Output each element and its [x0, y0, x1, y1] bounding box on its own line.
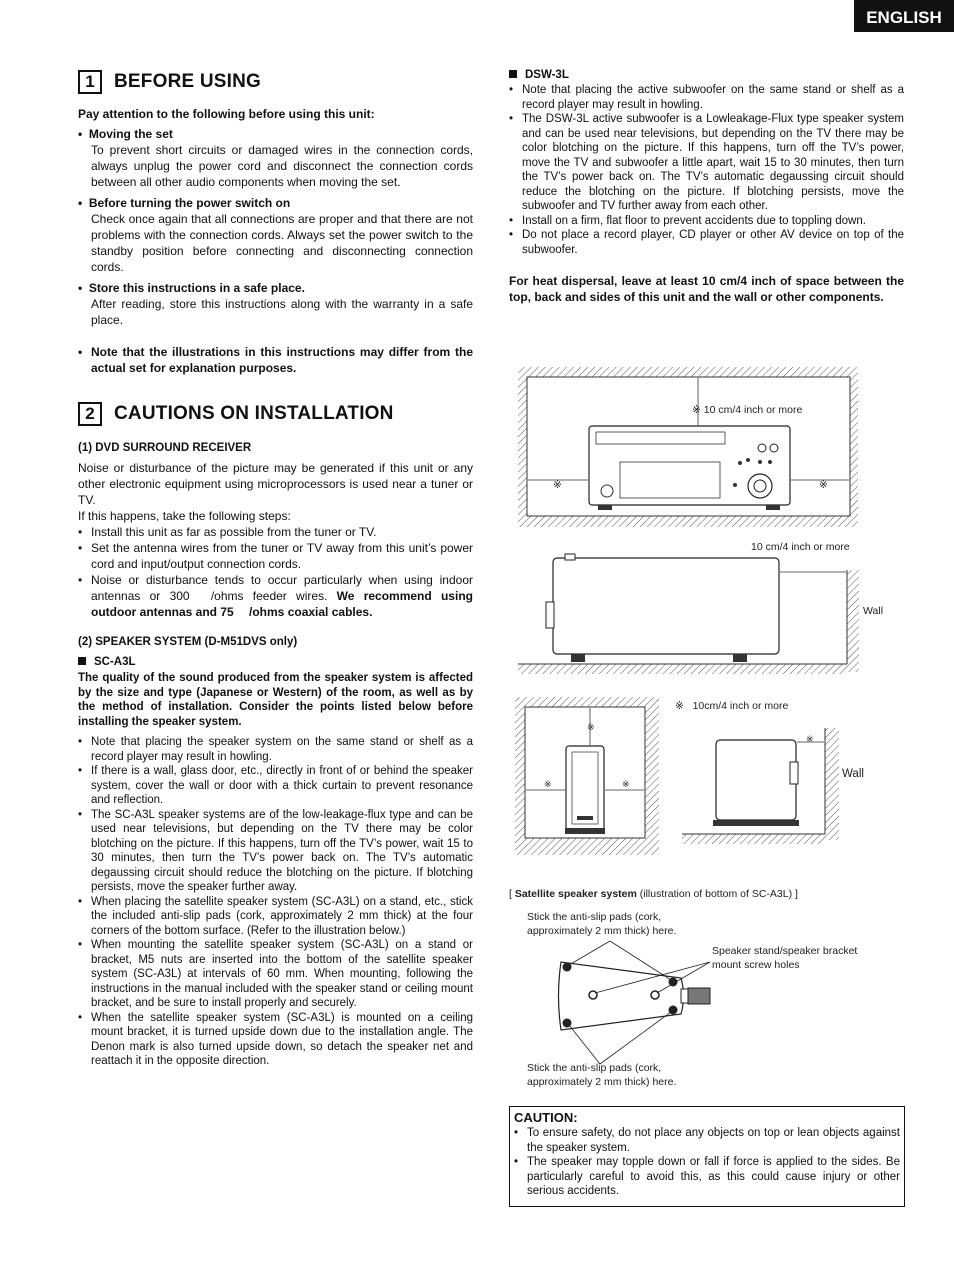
- item-body: After reading, store this instructions along with the warranty in a safe place.: [91, 297, 473, 327]
- note-text: • Note that the illustrations in this instructions may differ from the actual set for explanation purposes.: [78, 344, 473, 376]
- list-item: • Do not place a record player, CD player or other AV device on top of the subwoofer.: [509, 228, 904, 257]
- item-body: Check once again that all connections are proper and that there are not problems with the connection cords. Always set the power switch to the standby position before connecting and disconnecting connection cords.: [91, 212, 473, 274]
- receiver-side: [553, 558, 779, 654]
- list-item: • To ensure safety, do not place any objects on top or lean objects against the speaker system.: [514, 1126, 900, 1155]
- caution-list: [514, 1126, 900, 1199]
- item-heading: Store this instructions in a safe place.: [88, 281, 305, 295]
- item-body: To prevent short circuits or damaged wires in the connection cords, always unplug the power cord and disconnect the connection cords between all other audio components when moving the set.: [91, 143, 473, 189]
- item-heading: Moving the set: [88, 127, 173, 141]
- subwoofer-front-diagram: [515, 697, 659, 855]
- subwoofer-side: [716, 740, 796, 820]
- anti-slip-pad: [563, 963, 572, 972]
- list-item: • The speaker may topple down or fall if force is applied to the sides. Be particularly careful to avoid this, as this could cause injury or other serious accidents.: [514, 1155, 900, 1199]
- screw-hole: [589, 991, 597, 999]
- model-heading: DSW-3L: [509, 67, 904, 83]
- clearance-legend: ※ 10cm/4 inch or more: [675, 700, 789, 712]
- caution-box: [509, 1106, 905, 1207]
- language-tab: ENGLISH: [854, 0, 954, 32]
- section-number: 2: [78, 402, 102, 426]
- subwoofer-side-diagram: [682, 728, 839, 844]
- receiver-unit: [589, 426, 790, 505]
- item-heading: Before turning the power switch on: [88, 196, 291, 210]
- caution-title: CAUTION:: [514, 1110, 578, 1125]
- model-heading: SC-A3L: [78, 654, 473, 670]
- list-item: • If there is a wall, glass door, etc., directly in front of or behind the speaker system, cover the wall or door with a thick curtain to prevent resonance and reflection.: [78, 764, 473, 808]
- list-item: • Install this unit as far as possible from the tuner or TV.: [78, 524, 473, 540]
- subwoofer-wall-label: Wall: [842, 768, 864, 780]
- side-view-diagram: [518, 554, 859, 674]
- item-store: • Store this instructions in a safe place. After reading, store this instructions along with the warranty in a safe place.: [78, 281, 473, 327]
- item-power-switch: • Before turning the power switch on Check once again that all connections are proper and that there are not problems with the connection cords. Always set the power switch to the standby position before connecting and disconnecting connection cords.: [78, 196, 473, 274]
- speaker-bottom-caption: [ Satellite speaker system (illustration of bottom of SC-A3L) ]: [509, 888, 798, 900]
- clearance-mark: ※: [587, 722, 595, 732]
- side-wall-label: Wall: [863, 605, 884, 617]
- clearance-mark: ※: [622, 779, 630, 789]
- list-item: • The SC-A3L speaker systems are of the low-leakage-flux type and can be used near televisions, but depending on the TV there may be color blotching on the picture. If this happens, turn off the TV’s power, wait 15 to 30 minutes, then turn the TV’s power back on. The TV’s automatic degaussing circuit should reduce the blotching on the picture. If blotching persists, move the speaker further away.: [78, 808, 473, 895]
- side-top-clearance-label: 10 cm/4 inch or more: [751, 541, 850, 553]
- clearance-mark: ※: [553, 479, 562, 491]
- pads-bottom-label: Stick the anti-slip pads (cork, approximately 2 mm thick) here.: [527, 1062, 677, 1088]
- section-number: 1: [78, 70, 102, 94]
- section-title: CAUTIONS ON INSTALLATION: [114, 403, 394, 424]
- front-view-diagram: [518, 367, 858, 527]
- section-title: BEFORE USING: [114, 71, 262, 92]
- list-item: • Noise or disturbance tends to occur particularly when using indoor antennas or 300 /ohms feeder wires. We recommend using outdoor antennas and 75 /ohms coaxial cables.: [78, 572, 473, 620]
- front-top-clearance-label: ※ 10 cm/4 inch or more: [692, 404, 803, 416]
- list-item: • When the satellite speaker system (SC-A3L) is mounted on a ceiling mount bracket, it is turned upside down due to the installation angle. The Denon mark is also turned upside down, so detach the speaker net and reattach it in the opposite direction.: [78, 1011, 473, 1069]
- speaker-intro: The quality of the sound produced from the speaker system is affected by the size and type (Japanese or Western) of the room, as well as by the method of installation. Consider the points listed below before installing the speaker system.: [78, 672, 473, 728]
- list-item: • Set the antenna wires from the tuner or TV away from this unit’s power cord and input/output connection cords.: [78, 540, 473, 572]
- speaker-bottom-diagram: [559, 941, 711, 1064]
- clearance-mark: ※: [544, 779, 552, 789]
- receiver-steps-intro: If this happens, take the following steps:: [78, 509, 291, 523]
- list-item: • Note that placing the speaker system on the same stand or shelf as a record player may result in howling.: [78, 735, 473, 764]
- receiver-para: Noise or disturbance of the picture may be generated if this unit or any other electronic equipment using microprocessors is used near a tuner or TV.: [78, 461, 473, 507]
- pads-top-label: Stick the anti-slip pads (cork, approximately 2 mm thick) here.: [527, 911, 677, 937]
- list-item: • When placing the satellite speaker system (SC-A3L) on a stand, etc., stick the included anti-slip pads (cork, approximately 2 mm thick) at the four corners of the bottom surface. (Refer to the illustration below.): [78, 895, 473, 939]
- item-moving: • Moving the set To prevent short circuits or damaged wires in the connection cords, always unplug the power cord and disconnect the connection cords between all other audio components when moving the set.: [78, 127, 473, 189]
- sub-heading-receiver: (1) DVD SURROUND RECEIVER: [78, 442, 252, 454]
- clearance-mark: ※: [819, 479, 828, 491]
- screw-holes-label: Speaker stand/speaker bracket mount screw holes: [712, 945, 858, 971]
- list-item: • Install on a firm, flat floor to prevent accidents due to toppling down.: [509, 214, 904, 229]
- heat-dispersal-note: For heat dispersal, leave at least 10 cm/4 inch of space between the top, back and sides of this unit and the wall or other components.: [509, 274, 904, 304]
- clearance-mark: ※: [806, 734, 814, 744]
- sub-heading-speaker: (2) SPEAKER SYSTEM (D-M51DVS only): [78, 636, 298, 648]
- list-item: • Note that placing the active subwoofer on the same stand or shelf as a record player may result in howling.: [509, 83, 904, 112]
- list-item: • When mounting the satellite speaker system (SC-A3L) on a stand or bracket, M5 nuts are inserted into the bottom of the satellite speaker system (SC-A3L) at intervals of 60 mm. When mounting, following the instructions in the manual included with the speaker stand or ceiling mount bracket, and be sure to install properly and securely.: [78, 938, 473, 1011]
- intro-text: Pay attention to the following before using this unit:: [78, 107, 375, 121]
- list-item: • The DSW-3L active subwoofer is a Lowleakage-Flux type speaker system and can be used near televisions, but depending on the TV there may be color blotching on the picture. If this happens, turn off the TV’s power, move the TV and subwoofer a little apart, wait 15 to 30 minutes, then turn the TV’s power back on. The TV’s automatic degaussing circuit should reduce the blotching on the picture. If blotching persists, move the subwoofer and TV further away from each other.: [509, 112, 904, 214]
